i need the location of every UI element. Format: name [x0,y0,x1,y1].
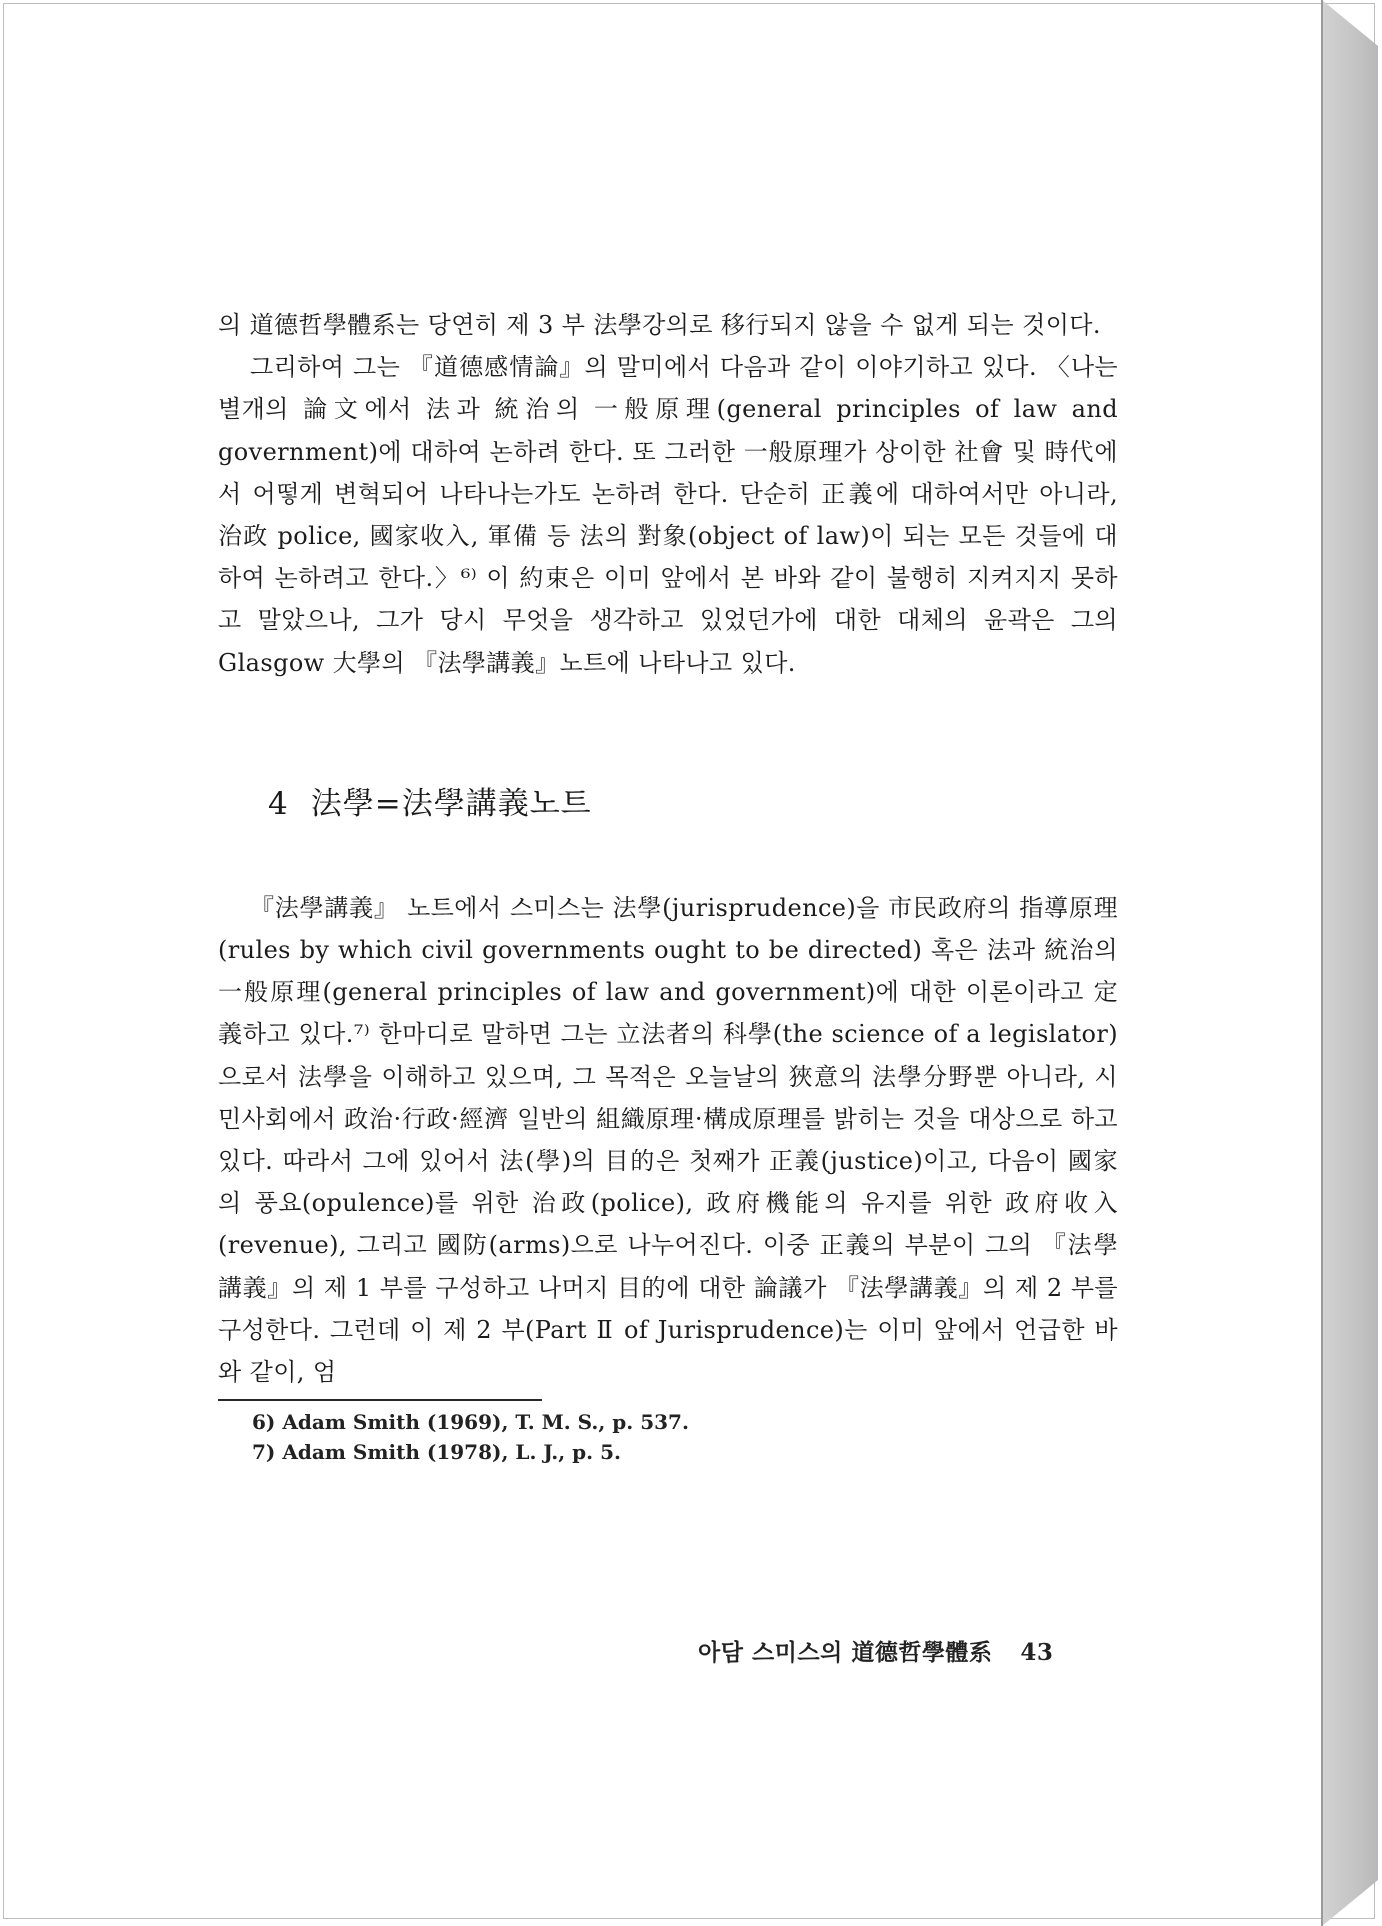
section-heading [218,779,1118,829]
paragraph-jurisprudence: 『法學講義』 노트에서 스미스는 法學(jurisprudence)을 市民政府의 指導原理(rules by which civil governments ought to be directed) 혹은 法과 統治의 一般原理(general principles of law and government)에 대한 이론이라고 定義하고 있다.⁷⁾ 한마디로 말하면 그는 立法者의 科學(the science of a legislator)으로서 法學을 이해하고 있으며, 그 목적은 오늘날의 狹意의 法學分野뿐 아니라, 시민사회에서 政治·行政·經濟 일반의 組織原理·構成原理를 밝히는 것을 대상으로 하고 있다. 따라서 그에 있어서 法(學)의 目的은 첫째가 正義(justice)이고, 다음이 國家의 풍요(opulence)를 위한 治政(police), 政府機能의 유지를 위한 政府收入(revenue), 그리고 國防(arms)으로 나누어진다. 이중 正義의 부분이 그의 『法學講義』의 제 1 부를 구성하고 나머지 目的에 대한 論議가 『法學講義』의 제 2 부를 구성한다. 그런데 이 제 2 부(Part Ⅱ of Jurisprudence)는 이미 앞에서 언급한 바와 같이, 엄 [218,893,1118,1387]
paragraph-moral-sentiments-quote: 그리하여 그는 『道德感情論』의 말미에서 다음과 같이 이야기하고 있다. 〈나는 별개의 論文에서 法과 統治의 一般原理(general principles of law and government)에 대하여 논하려 한다. 또 그러한 一般原理가 상이한 社會 및 時代에서 어떻게 변혁되어 나타나는가도 논하려 한다. 단순히 正義에 대하여서만 아니라, 治政 police, 國家收入, 軍備 등 法의 對象(object of law)이 되는 모든 것들에 대하여 논하려고 한다.〉⁶⁾ 이 約束은 이미 앞에서 본 바와 같이 불행히 지켜지지 못하고 말았으나, 그가 당시 무엇을 생각하고 있었던가에 대한 대체의 윤곽은 그의 Glasgow 大學의 『法學講義』노트에 나타나고 있다. [218,353,1118,677]
section-title: 法學=法學講義노트 [310,785,592,822]
body-text-top [218,304,1118,684]
footnotes [218,1407,1118,1467]
running-title: 아담 스미스의 道德哲學體系 [698,1639,993,1666]
book-page [6,6,1321,1918]
page-curl-edge [1322,0,1378,1926]
footnote-rule [218,1399,542,1401]
page-content [218,304,1118,1467]
section-number: 4 [268,785,289,822]
running-footer [698,1638,1053,1668]
body-text-section [218,887,1118,1393]
page-edge-line [1321,0,1323,1926]
footnote-6: 6) Adam Smith (1969), T. M. S., p. 537. [252,1410,689,1435]
footnote-7: 7) Adam Smith (1978), L. J., p. 5. [252,1440,621,1465]
page-number: 43 [1020,1639,1054,1666]
paragraph-continuation: 의 道德哲學體系는 당연히 제 3 부 法學강의로 移行되지 않을 수 없게 되는 것이다. [218,311,1101,339]
